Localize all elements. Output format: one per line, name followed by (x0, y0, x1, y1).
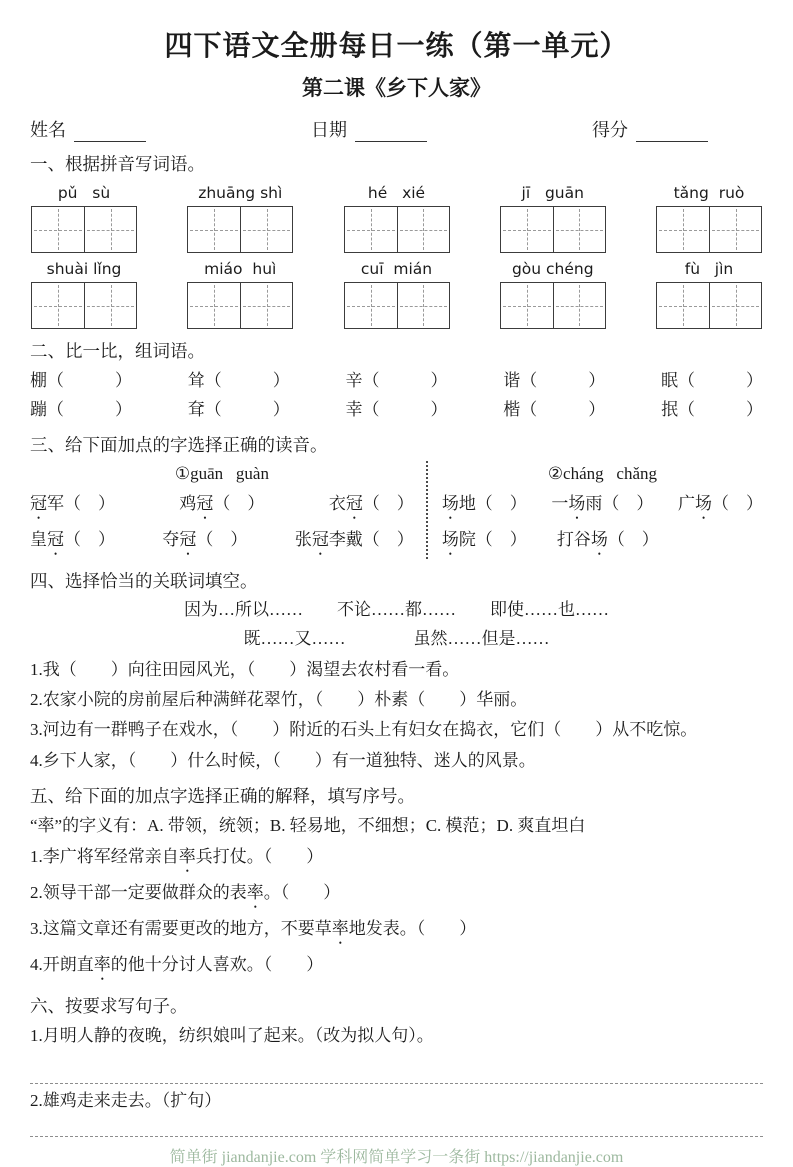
compare-item: 耷（ ） (187, 399, 290, 419)
conjunction-options-line-1: 因为…所以…… 不论……都…… 即使……也…… (184, 600, 609, 620)
pinyin-label: jī guān (521, 184, 584, 203)
pinyin-label: fù jìn (684, 260, 734, 279)
grid-cell (553, 283, 605, 328)
meaning-choice-item: 4.开朗直率的他十分讨人喜欢。（ ） (30, 954, 324, 974)
writing-grid (500, 206, 606, 253)
section-3-heading: 三、给下面加点的字选择正确的读音。 (30, 435, 328, 456)
pinyin-grid-row-2 (30, 260, 763, 329)
writing-grid (344, 206, 450, 253)
dotted-word: 鸡冠（ ） (179, 493, 265, 513)
grid-cell (188, 283, 240, 328)
pinyin-label: shuài lǐng (46, 260, 122, 279)
word-block (499, 184, 607, 253)
word-block (186, 260, 294, 329)
name-field (30, 116, 146, 142)
word-block (30, 260, 138, 329)
word-choice-row (442, 492, 763, 523)
dotted-word: 一场雨（ ） (551, 493, 654, 513)
pronunciation-right-column (426, 461, 763, 559)
writing-grid (344, 282, 450, 329)
date-label: 日期 (311, 120, 347, 140)
dotted-word: 广场（ ） (677, 493, 763, 513)
word-choice-row (442, 528, 763, 559)
grid-cell (345, 283, 397, 328)
pinyin-label: gòu chéng (511, 260, 594, 279)
dotted-word: 冠军（ ） (30, 493, 115, 513)
section-6-heading: 六、按要求写句子。 (30, 995, 188, 1016)
compare-item: 棚（ ） (30, 370, 132, 390)
answer-line (30, 1136, 763, 1137)
word-block (655, 260, 763, 329)
header-fields (30, 116, 763, 142)
grid-cell (397, 207, 449, 252)
grid-cell (709, 207, 761, 252)
name-label: 姓名 (30, 120, 66, 140)
date-blank (355, 123, 427, 142)
pinyin-label: hé xié (367, 184, 426, 203)
writing-grid (31, 206, 137, 253)
dotted-word: 场地（ ） (441, 493, 527, 513)
compare-item: 楷（ ） (503, 399, 606, 419)
compare-item: 耸（ ） (187, 370, 290, 390)
pinyin-label: tǎng ruò (673, 184, 745, 203)
grid-cell (345, 207, 397, 252)
compare-item: 抿（ ） (661, 399, 763, 419)
writing-grid (187, 282, 293, 329)
pronunciation-exercise (30, 461, 763, 559)
fill-blank-item: 4.乡下人家，（ ）什么时候，（ ）有一道独特、迷人的风景。 (30, 750, 536, 770)
word-block (343, 260, 451, 329)
dotted-word: 夺冠（ ） (162, 529, 248, 549)
writing-grid (500, 282, 606, 329)
meaning-choice-item: 3.这篇文章还有需要更改的地方，不要草率地发表。（ ） (30, 918, 477, 938)
grid-cell (84, 207, 136, 252)
dotted-word: 衣冠（ ） (328, 493, 414, 513)
fill-blank-item: 2.农家小院的房前屋后种满鲜花翠竹，（ ）朴素（ ）华丽。 (30, 689, 528, 709)
writing-grid (31, 282, 137, 329)
compare-item: 谐（ ） (503, 370, 606, 390)
sentence-expand-item: 2.雄鸡走来走去。（扩句） (30, 1091, 222, 1111)
pinyin-grid-row-1 (30, 184, 763, 253)
grid-cell (501, 207, 553, 252)
dotted-word: 皇冠（ ） (30, 529, 115, 549)
compare-item: 辛（ ） (345, 370, 448, 390)
compare-row-2 (30, 397, 763, 423)
grid-cell (32, 207, 84, 252)
pinyin-label: zhuāng shì (198, 184, 283, 203)
pinyin-choice-chang: ②cháng chǎng (547, 464, 657, 484)
name-blank (74, 123, 146, 142)
pinyin-label: miáo huì (204, 260, 277, 279)
conjunction-options-line-2: 既……又…… 虽然……但是…… (243, 629, 550, 649)
pronunciation-left-column (30, 461, 426, 559)
grid-cell (501, 283, 553, 328)
dotted-word: 张冠李戴（ ） (294, 529, 414, 549)
grid-cell (240, 283, 292, 328)
section-4-heading: 四、选择恰当的关联词填空。 (30, 570, 258, 591)
pinyin-label: cuī mián (360, 260, 433, 279)
footer-text: 简单街 jiandanjie.com 学科网简单学习一条街 https://jiandanjie.com (169, 1149, 624, 1167)
compare-row-1 (30, 368, 763, 394)
word-block (30, 184, 138, 253)
score-field (592, 116, 708, 142)
word-choice-row (30, 528, 414, 559)
pinyin-choice-guan: ①guān guàn (174, 464, 269, 484)
section-1-heading: 一、根据拼音写词语。 (30, 154, 205, 174)
grid-cell (32, 283, 84, 328)
grid-cell (657, 283, 709, 328)
section-5-heading: 五、给下面的加点字选择正确的解释，填写序号。 (30, 785, 415, 806)
answer-line (30, 1083, 763, 1084)
section-2-heading: 二、比一比，组词语。 (30, 341, 205, 362)
grid-cell (657, 207, 709, 252)
word-block (655, 184, 763, 253)
writing-grid (187, 206, 293, 253)
grid-cell (709, 283, 761, 328)
lesson-subtitle: 第二课《乡下人家》 (302, 76, 491, 100)
compare-item: 蹦（ ） (30, 399, 132, 419)
fill-blank-item: 3.河边有一群鸭子在戏水，（ ）附近的石头上有妇女在捣衣，它们（ ）从不吃惊。 (30, 720, 698, 740)
score-blank (636, 123, 708, 142)
word-block (343, 184, 451, 253)
definition-line: “率”的字义有：A. 带领，统领；B. 轻易地，不细想；C. 模范；D. 爽直坦白 (30, 816, 586, 836)
sentence-rewrite-item: 1.月明人静的夜晚，纺织娘叫了起来。（改为拟人句）。 (30, 1025, 434, 1045)
grid-cell (397, 283, 449, 328)
pinyin-label: pǔ sù (57, 184, 111, 203)
grid-cell (84, 283, 136, 328)
writing-grid (656, 206, 762, 253)
grid-cell (188, 207, 240, 252)
grid-cell (553, 207, 605, 252)
compare-item: 眠（ ） (661, 370, 763, 390)
word-block (499, 260, 607, 329)
date-field (311, 116, 427, 142)
fill-blank-item: 1.我（ ）向往田园风光，（ ）渴望去农村看一看。 (30, 659, 460, 679)
score-label: 得分 (592, 120, 628, 140)
meaning-choice-item: 1.李广将军经常亲自率兵打仗。（ ） (30, 846, 324, 866)
compare-item: 幸（ ） (345, 399, 448, 419)
writing-grid (656, 282, 762, 329)
meaning-choice-item: 2.领导干部一定要做群众的表率。（ ） (30, 882, 341, 902)
dotted-word: 打谷场（ ） (556, 529, 659, 549)
word-block (186, 184, 294, 253)
dotted-word: 场院（ ） (441, 529, 527, 549)
page-title: 四下语文全册每日一练（第一单元） (164, 31, 629, 62)
word-choice-row (30, 492, 414, 523)
grid-cell (240, 207, 292, 252)
